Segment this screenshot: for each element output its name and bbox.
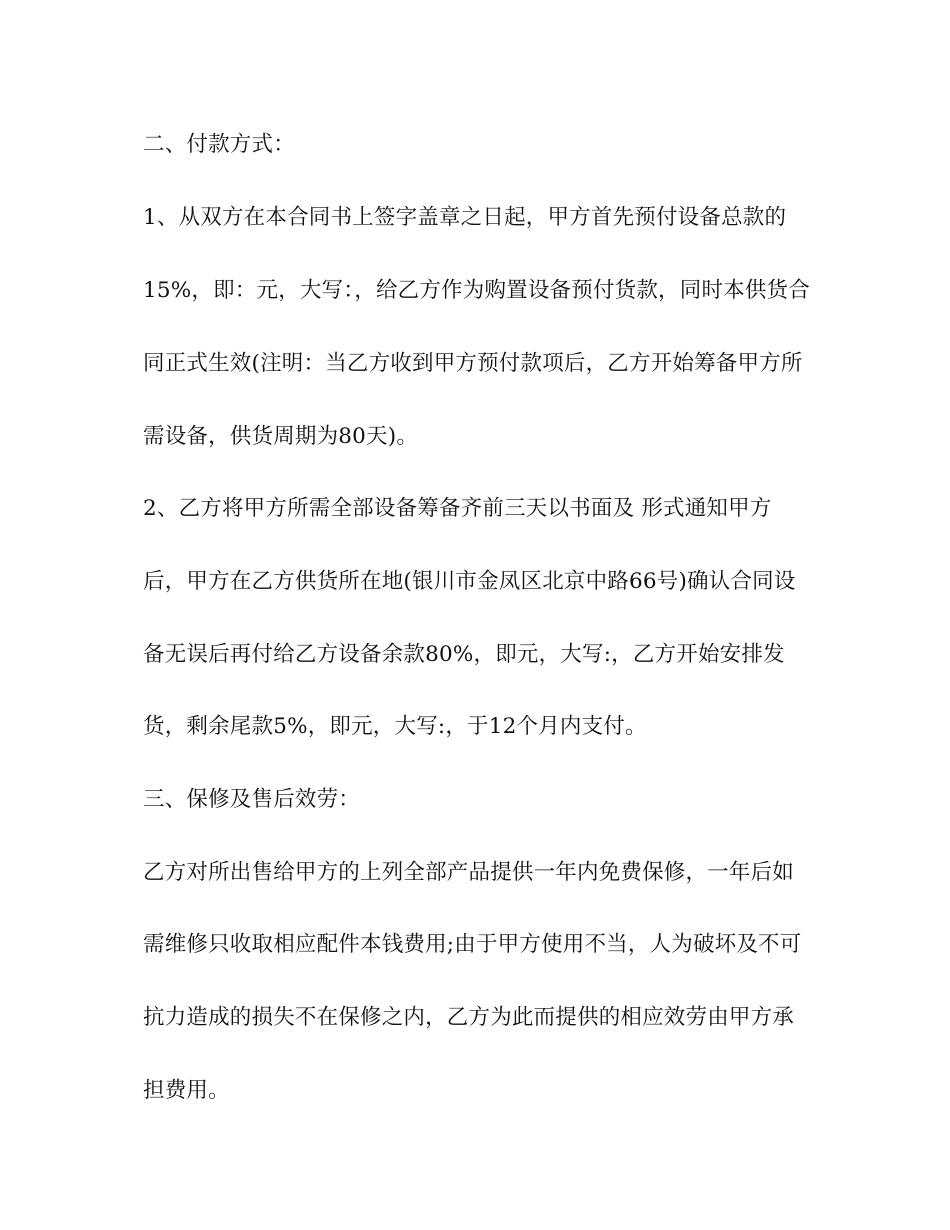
- paragraph-line: 担费用。: [143, 1078, 230, 1103]
- paragraph-line: 后，甲方在乙方供货所在地(银川市金凤区北京中路66号)确认合同设: [143, 569, 796, 594]
- paragraph-line: 2、乙方将甲方所需全部设备筹备齐前三天以书面及 形式通知甲方: [143, 496, 772, 521]
- paragraph-line: 抗力造成的损失不在保修之内，乙方为此而提供的相应效劳由甲方承: [143, 1005, 795, 1030]
- paragraph-line: 同正式生效(注明：当乙方收到甲方预付款项后，乙方开始筹备甲方所: [143, 351, 803, 376]
- section-heading-payment: 二、付款方式：: [143, 132, 295, 157]
- paragraph-line: 乙方对所出售给甲方的上列全部产品提供一年内免费保修，一年后如: [143, 860, 795, 885]
- paragraph-line: 15%，即：元，大写：，给乙方作为购置设备预付货款，同时本供货合: [143, 278, 810, 303]
- paragraph-line: 需维修只收取相应配件本钱费用;由于甲方使用不当，人为破坏及不可: [143, 932, 802, 957]
- paragraph-line: 备无误后再付给乙方设备余款80%，即元，大写:，乙方开始安排发: [143, 642, 785, 667]
- paragraph-line: 货，剩余尾款5%，即元，大写:，于12个月内支付。: [143, 714, 647, 739]
- paragraph-line: 需设备，供货周期为80天)。: [143, 424, 419, 449]
- section-heading-warranty: 三、保修及售后效劳：: [143, 787, 361, 812]
- paragraph-line: 1、从双方在本合同书上签字盖章之日起，甲方首先预付设备总款的: [143, 205, 787, 230]
